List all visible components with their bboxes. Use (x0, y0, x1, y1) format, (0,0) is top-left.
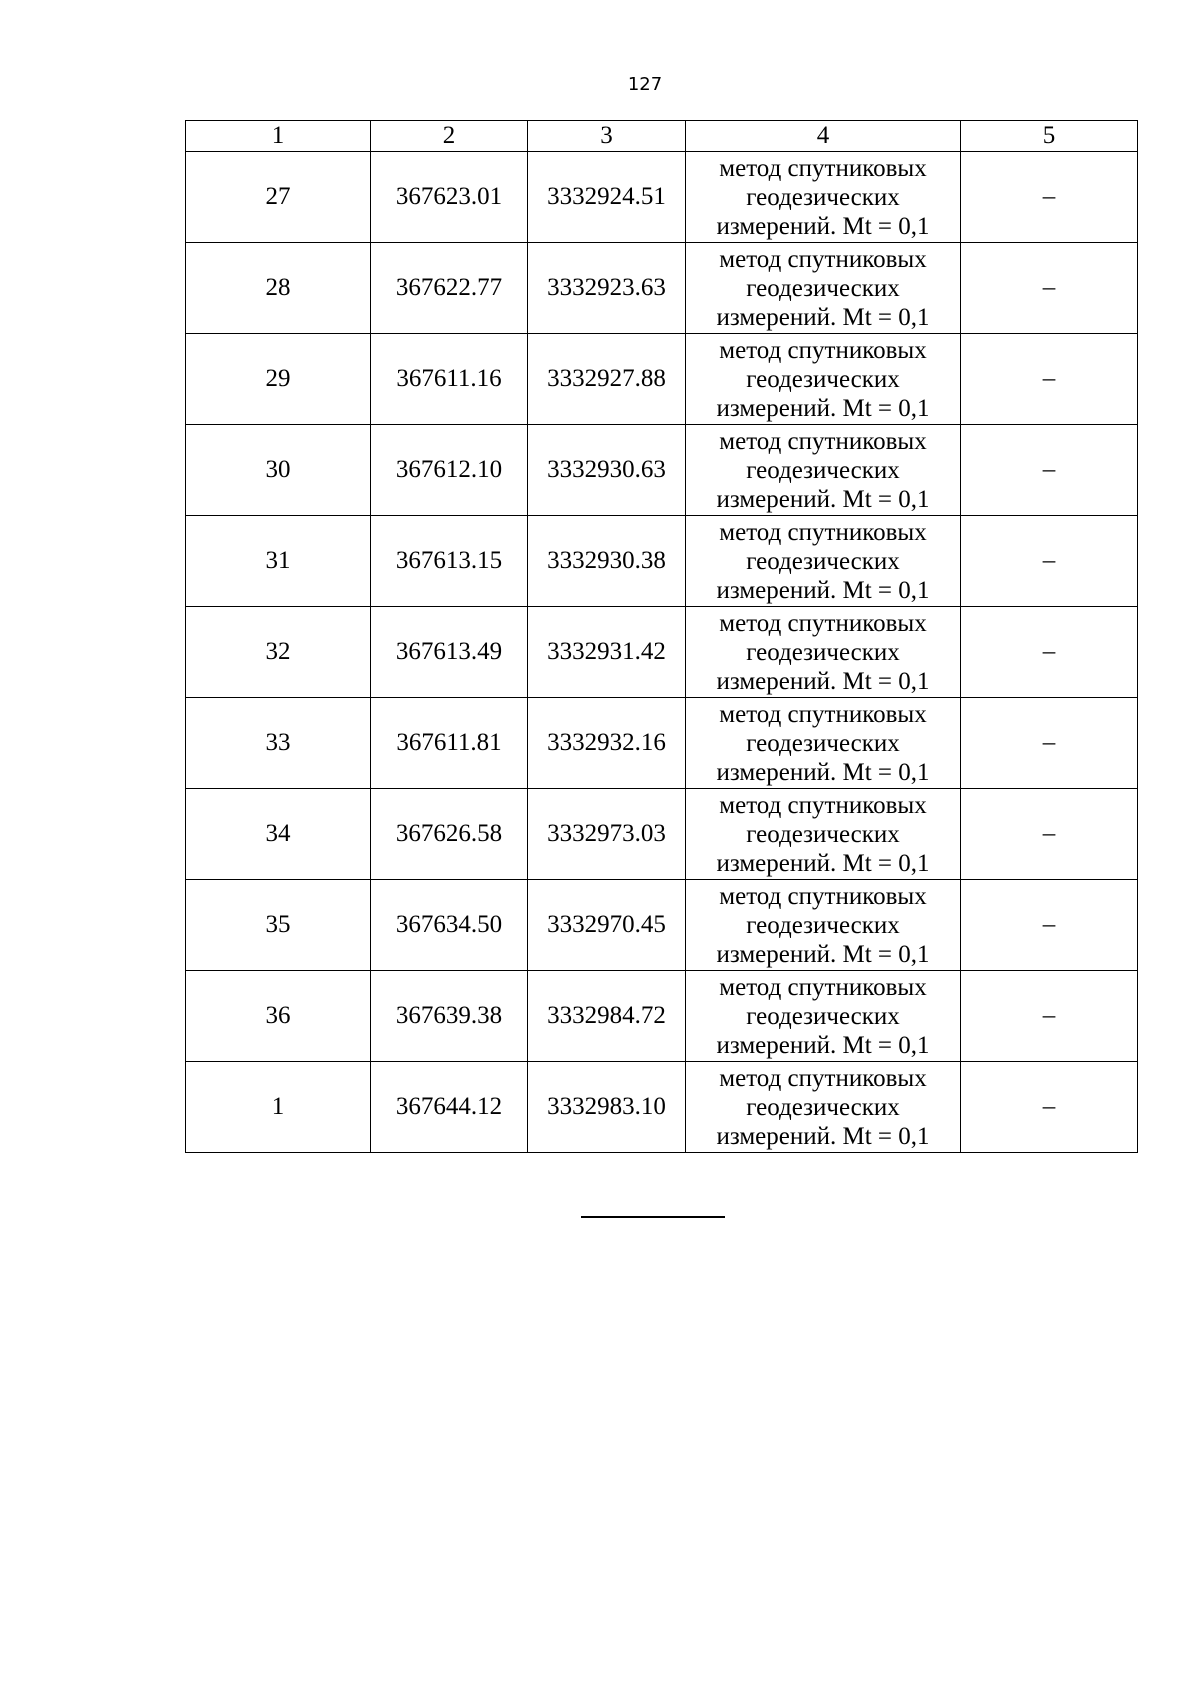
y-coordinate-cell: 3332983.10 (528, 1062, 686, 1153)
method-cell: метод спутниковых геодезических измерений. Mt = 0,1 (686, 698, 961, 789)
method-cell: метод спутниковых геодезических измерений. Mt = 0,1 (686, 607, 961, 698)
point-number-cell: 28 (186, 243, 371, 334)
y-coordinate-cell: 3332970.45 (528, 880, 686, 971)
table-body (186, 152, 1138, 1153)
point-number-cell: 27 (186, 152, 371, 243)
point-number-cell: 36 (186, 971, 371, 1062)
table-row (186, 243, 1138, 334)
method-cell: метод спутниковых геодезических измерений. Mt = 0,1 (686, 334, 961, 425)
y-coordinate-cell: 3332930.38 (528, 516, 686, 607)
header-cell-1: 1 (186, 121, 371, 152)
x-coordinate-cell: 367626.58 (371, 789, 528, 880)
note-cell: – (961, 152, 1138, 243)
method-cell: метод спутниковых геодезических измерений. Mt = 0,1 (686, 425, 961, 516)
point-number-cell: 29 (186, 334, 371, 425)
method-cell: метод спутниковых геодезических измерений. Mt = 0,1 (686, 880, 961, 971)
note-cell: – (961, 425, 1138, 516)
x-coordinate-cell: 367613.15 (371, 516, 528, 607)
point-number-cell: 34 (186, 789, 371, 880)
point-number-cell: 32 (186, 607, 371, 698)
method-cell: метод спутниковых геодезических измерений. Mt = 0,1 (686, 971, 961, 1062)
x-coordinate-cell: 367622.77 (371, 243, 528, 334)
y-coordinate-cell: 3332927.88 (528, 334, 686, 425)
header-cell-2: 2 (371, 121, 528, 152)
table-row (186, 516, 1138, 607)
method-cell: метод спутниковых геодезических измерений. Mt = 0,1 (686, 516, 961, 607)
note-cell: – (961, 516, 1138, 607)
x-coordinate-cell: 367613.49 (371, 607, 528, 698)
y-coordinate-cell: 3332973.03 (528, 789, 686, 880)
table-row (186, 607, 1138, 698)
point-number-cell: 30 (186, 425, 371, 516)
header-cell-5: 5 (961, 121, 1138, 152)
note-cell: – (961, 971, 1138, 1062)
x-coordinate-cell: 367634.50 (371, 880, 528, 971)
table-row (186, 698, 1138, 789)
y-coordinate-cell: 3332930.63 (528, 425, 686, 516)
x-coordinate-cell: 367623.01 (371, 152, 528, 243)
method-cell: метод спутниковых геодезических измерений. Mt = 0,1 (686, 789, 961, 880)
end-of-document-rule (581, 1216, 725, 1218)
note-cell: – (961, 243, 1138, 334)
note-cell: – (961, 880, 1138, 971)
y-coordinate-cell: 3332924.51 (528, 152, 686, 243)
table-header-row (186, 121, 1138, 152)
point-number-cell: 35 (186, 880, 371, 971)
y-coordinate-cell: 3332923.63 (528, 243, 686, 334)
table-row (186, 152, 1138, 243)
note-cell: – (961, 698, 1138, 789)
table-row (186, 880, 1138, 971)
header-cell-4: 4 (686, 121, 961, 152)
note-cell: – (961, 607, 1138, 698)
y-coordinate-cell: 3332932.16 (528, 698, 686, 789)
coordinates-table (185, 120, 1138, 1153)
note-cell: – (961, 789, 1138, 880)
table-row (186, 334, 1138, 425)
y-coordinate-cell: 3332931.42 (528, 607, 686, 698)
table-row (186, 1062, 1138, 1153)
note-cell: – (961, 1062, 1138, 1153)
page-number: 127 (627, 74, 663, 95)
point-number-cell: 1 (186, 1062, 371, 1153)
x-coordinate-cell: 367611.81 (371, 698, 528, 789)
method-cell: метод спутниковых геодезических измерений. Mt = 0,1 (686, 152, 961, 243)
table-row (186, 425, 1138, 516)
note-cell: – (961, 334, 1138, 425)
x-coordinate-cell: 367644.12 (371, 1062, 528, 1153)
point-number-cell: 31 (186, 516, 371, 607)
point-number-cell: 33 (186, 698, 371, 789)
method-cell: метод спутниковых геодезических измерений. Mt = 0,1 (686, 1062, 961, 1153)
x-coordinate-cell: 367639.38 (371, 971, 528, 1062)
header-cell-3: 3 (528, 121, 686, 152)
table-row (186, 789, 1138, 880)
x-coordinate-cell: 367612.10 (371, 425, 528, 516)
table-row (186, 971, 1138, 1062)
method-cell: метод спутниковых геодезических измерений. Mt = 0,1 (686, 243, 961, 334)
y-coordinate-cell: 3332984.72 (528, 971, 686, 1062)
x-coordinate-cell: 367611.16 (371, 334, 528, 425)
